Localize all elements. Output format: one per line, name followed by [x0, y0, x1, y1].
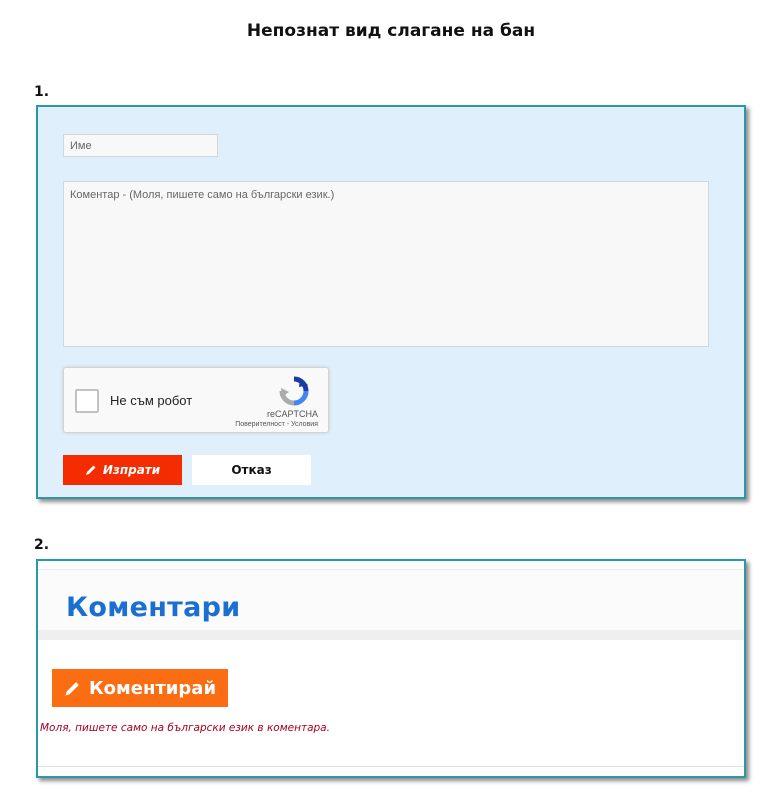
cancel-button[interactable]	[192, 455, 311, 485]
comments-title: Коментари	[66, 592, 241, 623]
section-number-2: 2.	[34, 537, 50, 553]
name-input[interactable]	[63, 134, 218, 157]
pencil-icon	[85, 464, 97, 476]
pencil-icon	[64, 680, 81, 697]
recaptcha-logo-icon	[278, 375, 310, 407]
comments-section-panel	[36, 559, 746, 778]
section-number-1: 1.	[34, 84, 50, 100]
recaptcha-terms-link[interactable]: Условия	[291, 421, 318, 428]
page-title: Непознат вид слагане на бан	[246, 21, 536, 41]
send-button[interactable]	[63, 455, 182, 485]
recaptcha-links	[235, 421, 318, 428]
comments-header	[38, 569, 744, 631]
comment-button[interactable]	[52, 669, 228, 707]
recaptcha-brand: reCAPTCHA	[266, 409, 318, 419]
cancel-button-label: Отказ	[231, 463, 272, 477]
send-button-label: Изпрати	[102, 463, 161, 477]
comment-textarea[interactable]	[63, 181, 709, 347]
comment-form-panel	[36, 105, 746, 499]
comments-bottom-divider	[38, 766, 744, 767]
recaptcha-links-separator: -	[284, 421, 292, 428]
comment-button-label: Коментирай	[88, 677, 217, 699]
recaptcha-privacy-link[interactable]: Поверителност	[235, 421, 285, 428]
recaptcha-label: Не съм робот	[110, 393, 193, 408]
comments-separator	[38, 630, 744, 640]
recaptcha-checkbox[interactable]	[75, 389, 99, 413]
recaptcha-widget	[63, 367, 329, 433]
language-notice: Моля, пишете само на български език в коментара.	[40, 722, 330, 734]
